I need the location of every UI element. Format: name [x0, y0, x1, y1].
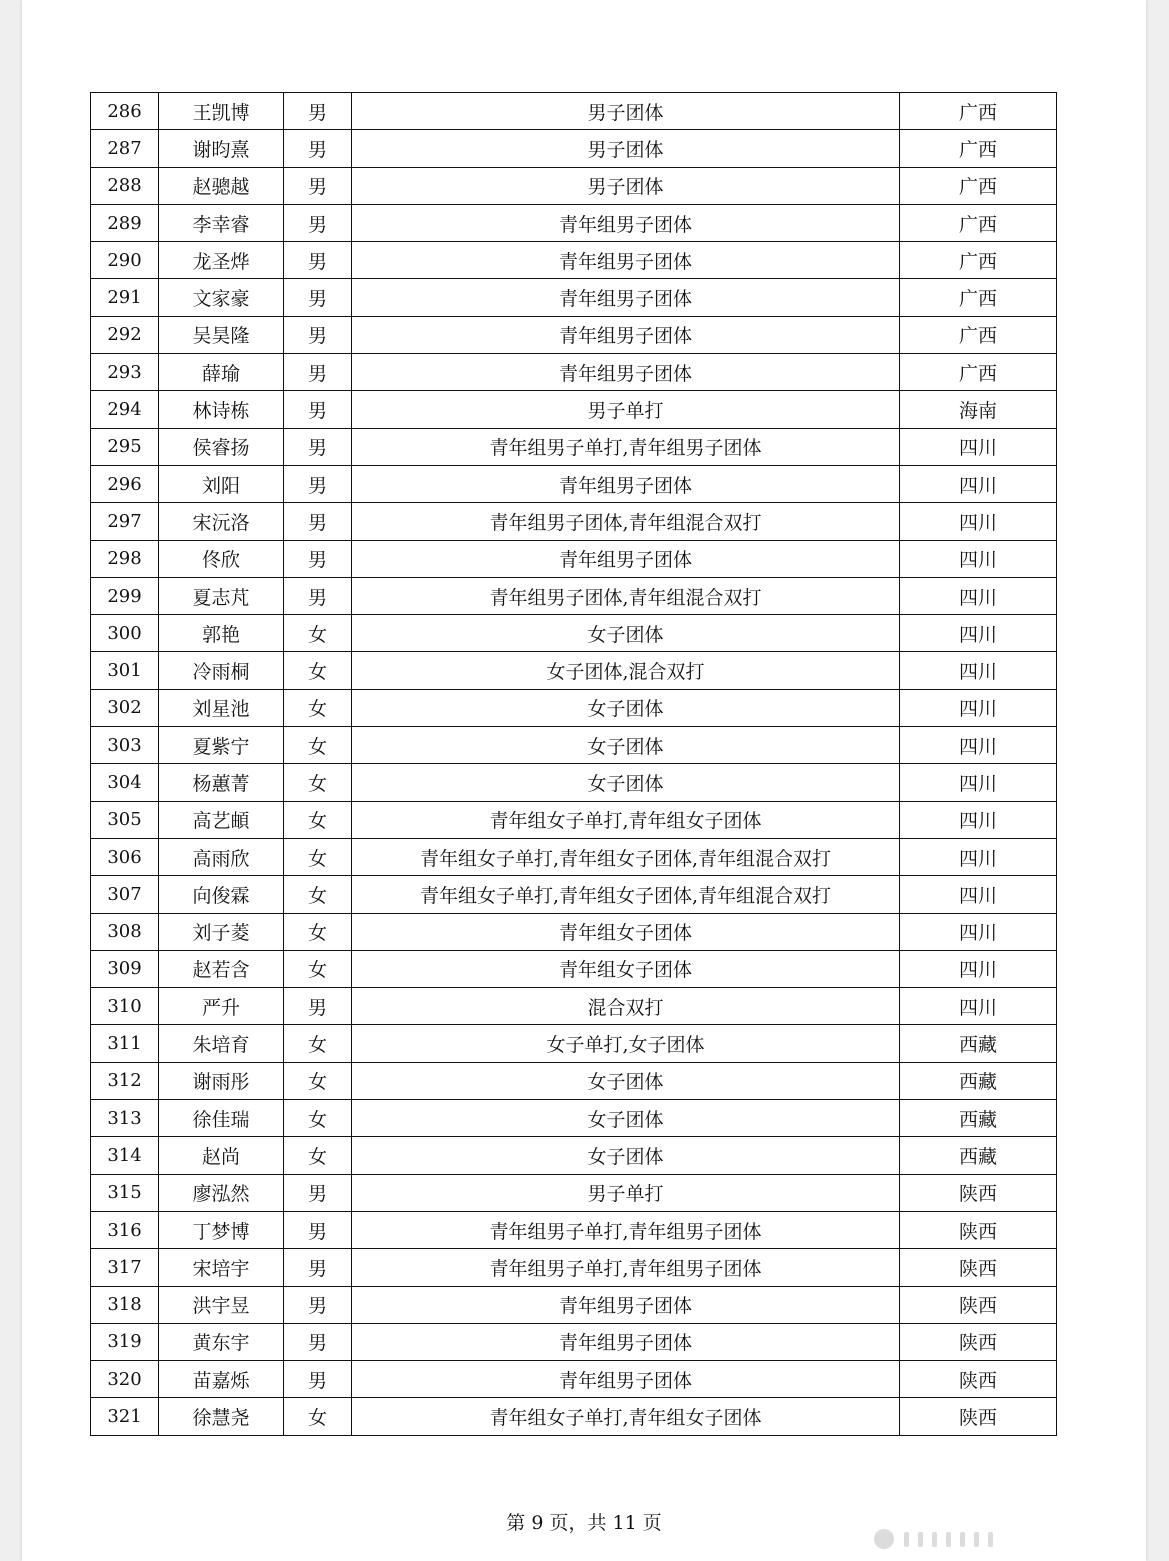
- table-row: [91, 615, 1057, 652]
- cell-number: 287: [91, 130, 159, 167]
- cell-gender: 男: [284, 204, 352, 241]
- cell-region: 四川: [900, 540, 1057, 577]
- cell-number: 308: [91, 913, 159, 950]
- table-row: [91, 876, 1057, 913]
- table-row: [91, 764, 1057, 801]
- cell-region: 广西: [900, 354, 1057, 391]
- cell-event: 青年组男子团体: [352, 316, 900, 353]
- cell-gender: 女: [284, 615, 352, 652]
- cell-region: 陕西: [900, 1323, 1057, 1360]
- cell-name: 刘子菱: [159, 913, 284, 950]
- cell-event: 女子团体: [352, 727, 900, 764]
- cell-region: 陕西: [900, 1398, 1057, 1435]
- cell-event: 青年组女子单打,青年组女子团体: [352, 801, 900, 838]
- cell-number: 305: [91, 801, 159, 838]
- cell-event: 青年组男子团体: [352, 204, 900, 241]
- cell-name: 严升: [159, 988, 284, 1025]
- cell-region: 广西: [900, 167, 1057, 204]
- cell-number: 300: [91, 615, 159, 652]
- table-row: [91, 1100, 1057, 1137]
- cell-region: 四川: [900, 838, 1057, 875]
- cell-name: 刘星池: [159, 689, 284, 726]
- cell-number: 304: [91, 764, 159, 801]
- cell-region: 四川: [900, 913, 1057, 950]
- cell-gender: 女: [284, 1025, 352, 1062]
- cell-name: 郭艳: [159, 615, 284, 652]
- cell-gender: 女: [284, 652, 352, 689]
- cell-number: 307: [91, 876, 159, 913]
- cell-name: 夏志芃: [159, 577, 284, 614]
- cell-gender: 男: [284, 540, 352, 577]
- cell-event: 女子单打,女子团体: [352, 1025, 900, 1062]
- table-row: [91, 988, 1057, 1025]
- cell-gender: 女: [284, 689, 352, 726]
- cell-number: 310: [91, 988, 159, 1025]
- cell-gender: 女: [284, 727, 352, 764]
- cell-gender: 女: [284, 913, 352, 950]
- cell-region: 四川: [900, 727, 1057, 764]
- document-page: [22, 0, 1146, 1561]
- table-row: [91, 93, 1057, 130]
- cell-event: 青年组男子团体: [352, 242, 900, 279]
- cell-name: 高雨欣: [159, 838, 284, 875]
- cell-name: 夏紫宁: [159, 727, 284, 764]
- cell-event: 女子团体,混合双打: [352, 652, 900, 689]
- cell-event: 青年组女子单打,青年组女子团体,青年组混合双打: [352, 838, 900, 875]
- cell-number: 295: [91, 428, 159, 465]
- cell-gender: 女: [284, 764, 352, 801]
- cell-name: 洪宇昱: [159, 1286, 284, 1323]
- cell-name: 龙圣烨: [159, 242, 284, 279]
- cell-region: 四川: [900, 503, 1057, 540]
- cell-number: 293: [91, 354, 159, 391]
- cell-gender: 女: [284, 950, 352, 987]
- cell-name: 丁梦博: [159, 1211, 284, 1248]
- cell-region: 四川: [900, 988, 1057, 1025]
- cell-event: 青年组男子团体: [352, 1323, 900, 1360]
- cell-number: 298: [91, 540, 159, 577]
- cell-event: 青年组女子团体: [352, 950, 900, 987]
- cell-event: 青年组男子团体,青年组混合双打: [352, 577, 900, 614]
- table-row: [91, 801, 1057, 838]
- cell-number: 311: [91, 1025, 159, 1062]
- cell-region: 四川: [900, 950, 1057, 987]
- table-row: [91, 279, 1057, 316]
- table-row: [91, 689, 1057, 726]
- cell-event: 青年组男子团体,青年组混合双打: [352, 503, 900, 540]
- cell-gender: 女: [284, 1137, 352, 1174]
- cell-name: 徐慧尧: [159, 1398, 284, 1435]
- cell-name: 宋培宇: [159, 1249, 284, 1286]
- table-row: [91, 1249, 1057, 1286]
- cell-name: 谢雨彤: [159, 1062, 284, 1099]
- table-row: [91, 950, 1057, 987]
- cell-region: 四川: [900, 428, 1057, 465]
- cell-gender: 男: [284, 1249, 352, 1286]
- cell-event: 青年组男子单打,青年组男子团体: [352, 1249, 900, 1286]
- cell-name: 吴昊隆: [159, 316, 284, 353]
- cell-number: 319: [91, 1323, 159, 1360]
- cell-number: 321: [91, 1398, 159, 1435]
- cell-name: 赵骢越: [159, 167, 284, 204]
- table-row: [91, 1398, 1057, 1435]
- cell-gender: 男: [284, 391, 352, 428]
- cell-event: 女子团体: [352, 689, 900, 726]
- cell-number: 318: [91, 1286, 159, 1323]
- cell-event: 混合双打: [352, 988, 900, 1025]
- table-row: [91, 1286, 1057, 1323]
- cell-gender: 男: [284, 316, 352, 353]
- table-row: [91, 652, 1057, 689]
- cell-number: 303: [91, 727, 159, 764]
- cell-number: 309: [91, 950, 159, 987]
- table-row: [91, 130, 1057, 167]
- cell-number: 306: [91, 838, 159, 875]
- cell-region: 四川: [900, 764, 1057, 801]
- cell-gender: 男: [284, 988, 352, 1025]
- roster-table-body: [91, 93, 1057, 1436]
- cell-name: 苗嘉烁: [159, 1361, 284, 1398]
- cell-name: 冷雨桐: [159, 652, 284, 689]
- cell-gender: 男: [284, 1286, 352, 1323]
- cell-gender: 女: [284, 876, 352, 913]
- cell-region: 四川: [900, 465, 1057, 502]
- cell-name: 黄东宇: [159, 1323, 284, 1360]
- cell-region: 四川: [900, 689, 1057, 726]
- cell-gender: 男: [284, 1323, 352, 1360]
- cell-event: 青年组女子团体: [352, 913, 900, 950]
- roster-table: [90, 92, 1057, 1436]
- table-row: [91, 1323, 1057, 1360]
- cell-gender: 男: [284, 577, 352, 614]
- table-row: [91, 1174, 1057, 1211]
- cell-number: 297: [91, 503, 159, 540]
- cell-region: 陕西: [900, 1286, 1057, 1323]
- cell-gender: 女: [284, 1398, 352, 1435]
- cell-region: 四川: [900, 652, 1057, 689]
- cell-region: 西藏: [900, 1062, 1057, 1099]
- table-row: [91, 503, 1057, 540]
- cell-number: 314: [91, 1137, 159, 1174]
- cell-name: 薛瑜: [159, 354, 284, 391]
- cell-event: 青年组男子团体: [352, 1361, 900, 1398]
- cell-event: 女子团体: [352, 615, 900, 652]
- cell-event: 女子团体: [352, 764, 900, 801]
- cell-name: 赵若含: [159, 950, 284, 987]
- cell-event: 青年组男子团体: [352, 540, 900, 577]
- cell-number: 315: [91, 1174, 159, 1211]
- cell-gender: 女: [284, 1062, 352, 1099]
- cell-name: 赵尚: [159, 1137, 284, 1174]
- page-number: 第 9 页，共 11 页: [506, 1512, 662, 1534]
- cell-name: 廖泓然: [159, 1174, 284, 1211]
- cell-gender: 男: [284, 93, 352, 130]
- cell-gender: 女: [284, 801, 352, 838]
- cell-number: 291: [91, 279, 159, 316]
- cell-event: 男子团体: [352, 130, 900, 167]
- cell-number: 316: [91, 1211, 159, 1248]
- table-row: [91, 1137, 1057, 1174]
- cell-region: 广西: [900, 130, 1057, 167]
- cell-gender: 男: [284, 428, 352, 465]
- cell-number: 296: [91, 465, 159, 502]
- cell-gender: 男: [284, 1361, 352, 1398]
- cell-region: 四川: [900, 876, 1057, 913]
- cell-region: 四川: [900, 801, 1057, 838]
- cell-name: 宋沅洛: [159, 503, 284, 540]
- cell-event: 青年组男子团体: [352, 354, 900, 391]
- cell-name: 王凯博: [159, 93, 284, 130]
- table-row: [91, 428, 1057, 465]
- cell-name: 杨蕙菁: [159, 764, 284, 801]
- cell-region: 陕西: [900, 1361, 1057, 1398]
- cell-name: 徐佳瑞: [159, 1100, 284, 1137]
- cell-region: 陕西: [900, 1174, 1057, 1211]
- cell-event: 女子团体: [352, 1100, 900, 1137]
- cell-region: 陕西: [900, 1211, 1057, 1248]
- table-row: [91, 242, 1057, 279]
- cell-gender: 男: [284, 242, 352, 279]
- table-row: [91, 1361, 1057, 1398]
- cell-region: 广西: [900, 204, 1057, 241]
- cell-name: 向俊霖: [159, 876, 284, 913]
- cell-region: 海南: [900, 391, 1057, 428]
- cell-number: 299: [91, 577, 159, 614]
- cell-event: 青年组女子单打,青年组女子团体,青年组混合双打: [352, 876, 900, 913]
- cell-number: 312: [91, 1062, 159, 1099]
- cell-event: 男子团体: [352, 167, 900, 204]
- cell-gender: 男: [284, 1211, 352, 1248]
- cell-event: 男子单打: [352, 391, 900, 428]
- cell-gender: 男: [284, 503, 352, 540]
- watermark-logo: [870, 1525, 1000, 1553]
- table-row: [91, 316, 1057, 353]
- cell-name: 李幸睿: [159, 204, 284, 241]
- cell-number: 286: [91, 93, 159, 130]
- table-row: [91, 1211, 1057, 1248]
- cell-region: 西藏: [900, 1100, 1057, 1137]
- cell-number: 290: [91, 242, 159, 279]
- cell-event: 男子团体: [352, 93, 900, 130]
- cell-number: 289: [91, 204, 159, 241]
- cell-gender: 男: [284, 130, 352, 167]
- cell-region: 四川: [900, 615, 1057, 652]
- table-row: [91, 540, 1057, 577]
- cell-number: 320: [91, 1361, 159, 1398]
- cell-region: 广西: [900, 279, 1057, 316]
- cell-event: 青年组男子团体: [352, 279, 900, 316]
- cell-region: 广西: [900, 93, 1057, 130]
- cell-gender: 男: [284, 279, 352, 316]
- table-row: [91, 838, 1057, 875]
- cell-number: 301: [91, 652, 159, 689]
- cell-event: 女子团体: [352, 1062, 900, 1099]
- cell-region: 四川: [900, 577, 1057, 614]
- cell-name: 刘阳: [159, 465, 284, 502]
- cell-name: 朱培育: [159, 1025, 284, 1062]
- cell-number: 292: [91, 316, 159, 353]
- cell-region: 西藏: [900, 1025, 1057, 1062]
- table-row: [91, 577, 1057, 614]
- cell-number: 294: [91, 391, 159, 428]
- cell-event: 青年组男子团体: [352, 465, 900, 502]
- cell-name: 谢昀熹: [159, 130, 284, 167]
- cell-gender: 男: [284, 167, 352, 204]
- cell-event: 青年组男子单打,青年组男子团体: [352, 1211, 900, 1248]
- cell-number: 288: [91, 167, 159, 204]
- table-row: [91, 167, 1057, 204]
- cell-number: 302: [91, 689, 159, 726]
- cell-region: 广西: [900, 242, 1057, 279]
- cell-name: 佟欣: [159, 540, 284, 577]
- cell-event: 青年组男子单打,青年组男子团体: [352, 428, 900, 465]
- cell-number: 317: [91, 1249, 159, 1286]
- table-row: [91, 913, 1057, 950]
- table-row: [91, 391, 1057, 428]
- table-row: [91, 204, 1057, 241]
- cell-name: 高艺頔: [159, 801, 284, 838]
- cell-name: 文家豪: [159, 279, 284, 316]
- cell-gender: 男: [284, 1174, 352, 1211]
- cell-region: 西藏: [900, 1137, 1057, 1174]
- cell-gender: 女: [284, 838, 352, 875]
- cell-event: 青年组女子单打,青年组女子团体: [352, 1398, 900, 1435]
- cell-gender: 女: [284, 1100, 352, 1137]
- cell-region: 广西: [900, 316, 1057, 353]
- cell-event: 男子单打: [352, 1174, 900, 1211]
- cell-event: 女子团体: [352, 1137, 900, 1174]
- table-row: [91, 354, 1057, 391]
- cell-name: 侯睿扬: [159, 428, 284, 465]
- cell-event: 青年组男子团体: [352, 1286, 900, 1323]
- cell-gender: 男: [284, 354, 352, 391]
- table-row: [91, 1062, 1057, 1099]
- cell-number: 313: [91, 1100, 159, 1137]
- cell-name: 林诗栋: [159, 391, 284, 428]
- cell-region: 陕西: [900, 1249, 1057, 1286]
- table-row: [91, 727, 1057, 764]
- cell-gender: 男: [284, 465, 352, 502]
- table-row: [91, 1025, 1057, 1062]
- table-row: [91, 465, 1057, 502]
